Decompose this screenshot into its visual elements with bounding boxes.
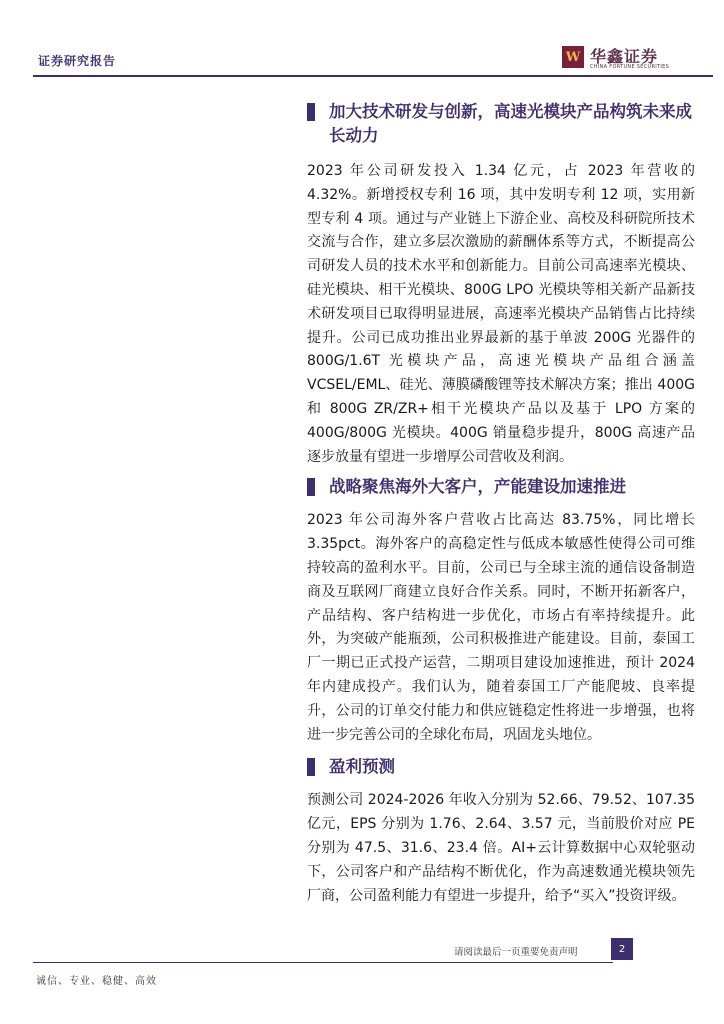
section-body-overseas: 2023 年公司海外客户营收占比高达 83.75%，同比增长 3.35pct。海外客户的高稳定性与低成本敏感性使得公司可维持较高的盈利水平。目前，公司已与全球主流的通信设备制造商及互联网厂商建立良好合作关系。同时，不断开拓新客户，产品结构、客户结构进一步优化，市场占有率持续提升。此外，为突破产能瓶颈，公司积极推进产能建设。目前，泰国工厂一期已正式投产运营，二期项目建设加速推进，预计 2024 年内建成投产。我们认为，随着泰国工厂产能爬坡、良率提升，公司的订单交付能力和供应链稳定性将进一步增强，也将进一步完善公司的全球化布局，巩固龙头地位。 bbox=[307, 512, 695, 743]
section-body-forecast: 预测公司 2024-2026 年收入分别为 52.66、79.52、107.35 亿元，EPS 分别为 1.76、2.64、3.57 元，当前股价对应 PE 分别为 47.5、31.6、23.4 倍。AI+云计算数据中心双轮驱动下，公司客户和产品结构不断优化，作为高速数通光模块领先厂商，公司盈利能力有望进一步提升，给予“买入”投资评级。 bbox=[307, 792, 695, 904]
section-title-overseas bbox=[307, 475, 695, 499]
section-marker-icon bbox=[307, 103, 315, 121]
main-content bbox=[307, 100, 695, 908]
disclaimer-note: 请阅读最后一页重要免责声明 bbox=[454, 947, 578, 958]
page-number: 2 bbox=[611, 938, 633, 960]
left-sidebar-blank bbox=[33, 78, 299, 978]
logo-subtext: CHINA FORTUNE SECURITIES bbox=[590, 64, 670, 70]
section-body-rnd: 2023 年公司研发投入 1.34 亿元，占 2023 年营收的 4.32%。新增授权专利 16 项，其中发明专利 12 项，实用新型专利 4 项。通过与产业链上下游企业、高校及科研院所技术交流与合作，建立多层次激励的薪酬体系等方式，不断提高公司研发人员的技术水平和创新能力。目前公司高速率光模块、硅光模块、相干光模块、800G LPO 光模块等相关新产品新技术研发项目已取得明显进展，高速率光模块产品销售占比持续提升。公司已成功推出业界最新的基于单波 200G 光器件的 800G/1.6T 光模块产品，高速光模块产品组合涵盖 VCSEL/EML、硅光、薄膜磷酸锂等技术解决方案；推出 400G 和 800G ZR/ZR+相干光模块产品以及基于 LPO 方案的 400G/800G 光模块。400G 销量稳步提升，800G 高速产品逐步放量有望进一步增厚公司营收及利润。 bbox=[307, 163, 695, 465]
section-title-text: 盈利预测 bbox=[329, 757, 395, 777]
section-title-rnd bbox=[307, 100, 695, 148]
section-title-text: 加大技术研发与创新，高速光模块产品构筑未来成长动力 bbox=[329, 102, 692, 145]
footer-slogan: 诚信、专业、稳健、高效 bbox=[36, 976, 157, 987]
footer-divider bbox=[33, 962, 613, 963]
logo-text: 华鑫证券 bbox=[590, 47, 659, 66]
company-logo bbox=[562, 44, 702, 74]
section-marker-icon bbox=[307, 758, 315, 776]
section-title-text: 战略聚焦海外大客户，产能建设加速推进 bbox=[329, 477, 626, 497]
header-divider bbox=[33, 75, 713, 77]
page-header bbox=[0, 0, 724, 80]
section-marker-icon bbox=[307, 478, 315, 496]
section-title-forecast bbox=[307, 755, 695, 779]
report-type-label: 证券研究报告 bbox=[38, 54, 117, 68]
logo-mark-icon: W bbox=[562, 46, 584, 68]
